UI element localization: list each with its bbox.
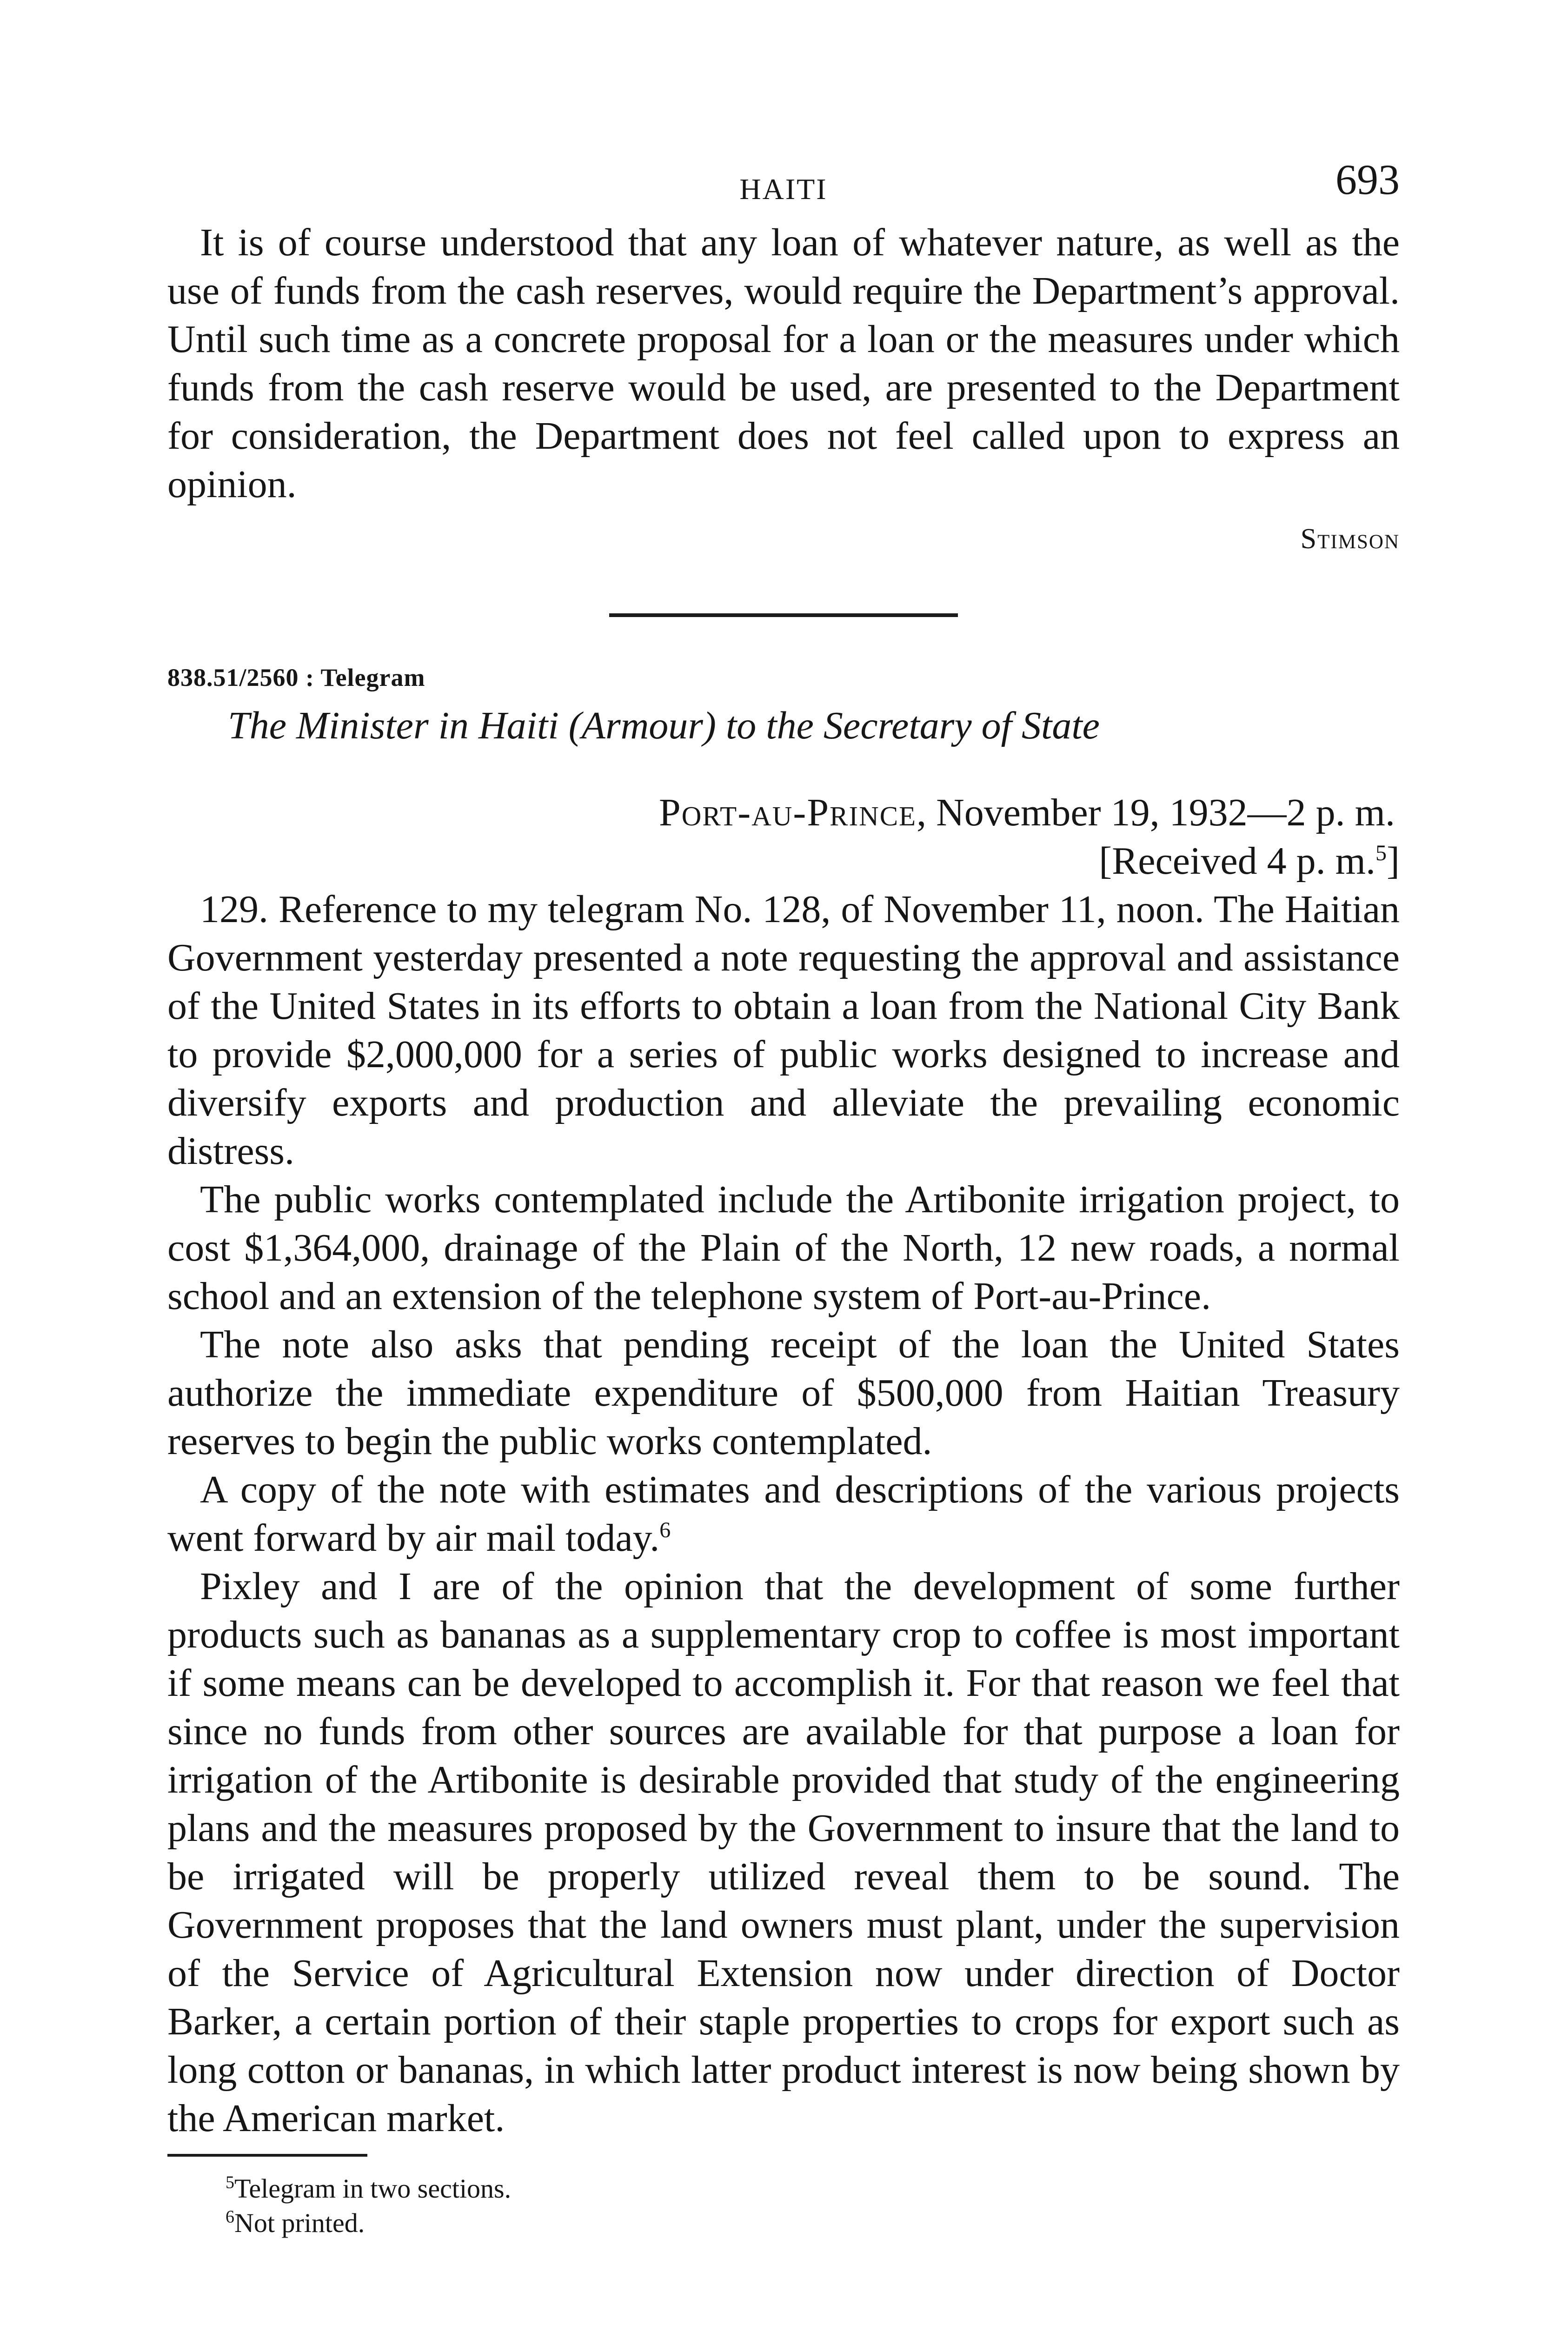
received-text: [Received 4 p. m. [1099,839,1376,883]
running-header [167,158,1400,214]
telegram-title: The Minister in Haiti (Armour) to the Secretary of State [228,704,1100,747]
body-paragraph-2: The public works contemplated include the Artibonite irrigation project, to cost $1,364,000, drainage of the Plain of the North, 12 new roads, a normal school and an extension of the telephone system of Port-au-Prince. [167,1178,1400,1318]
dateline-place: Port-au-Prince [659,791,917,834]
footnote-marker: 6 [226,2207,234,2227]
body-paragraph-4-text: A copy of the note with estimates and descriptions of the various projects went forward by air mail today. [167,1468,1400,1560]
body-paragraph-4 [167,1466,1400,1562]
footnote-6 [226,2206,1400,2240]
footnote-divider [167,2154,367,2157]
body-paragraph-3: The note also asks that pending receipt of the loan the United States authorize the immediate expenditure of $500,000 from Haitian Treasury reserves to begin the public works contemplated. [167,1323,1400,1463]
footnote-ref-5: 5 [1375,841,1387,865]
document-page [167,158,1400,2240]
footnote-text: Not printed. [234,2208,365,2238]
page-number: 693 [1335,156,1400,203]
footnote-text: Telegram in two sections. [234,2173,512,2204]
received-line [167,837,1400,885]
footnote-ref-6: 6 [659,1518,671,1542]
running-title: HAITI [739,173,828,206]
dateline [167,789,1400,837]
section-divider [609,613,958,617]
signature: Stimson [1300,523,1400,555]
body-paragraph-5: Pixley and I are of the opinion that the development of some further products such as bananas as a supplementary crop to coffee is most important if some means can be developed to accomplish it. For that reason we feel that since no funds from other sources are available for that purpose a loan for irrigation of the Artibonite is desirable provided that study of the engineering plans and the measures proposed by the Government to insure that the land to be irrigated will be properly utilized reveal them to be sound. The Government proposes that the land owners must plant, under the supervision of the Service of Agricultural Extension now under direction of Doctor Barker, a certain portion of their staple properties to crops for export such as long cotton or bananas, in which latter product interest is now being shown by the American market. [167,1565,1400,2140]
file-reference: 838.51/2560 : Telegram [167,664,425,691]
received-bracket: ] [1387,839,1400,883]
footnote-5 [226,2172,1400,2206]
body-paragraph-1: 129. Reference to my telegram No. 128, of November 11, noon. The Haitian Government yesterday presented a note requesting the approval and assistance of the United States in its efforts to obtain a loan from the National City Bank to provide $2,000,000 for a series of public works designed to increase and diversify exports and production and alleviate the prevailing economic distress. [167,888,1400,1173]
dateline-date: , November 19, 1932—2 p. m. [917,791,1395,834]
footnote-marker: 5 [226,2172,234,2192]
previous-document-paragraph: It is of course understood that any loan of whatever nature, as well as the use of funds from the cash reserves, would require the Department’s approval. Until such time as a concrete proposal for a loan or the measures under which funds from the cash reserve would be used, are presented to the Department for consideration, the Department does not feel called upon to express an opinion. [167,221,1400,506]
